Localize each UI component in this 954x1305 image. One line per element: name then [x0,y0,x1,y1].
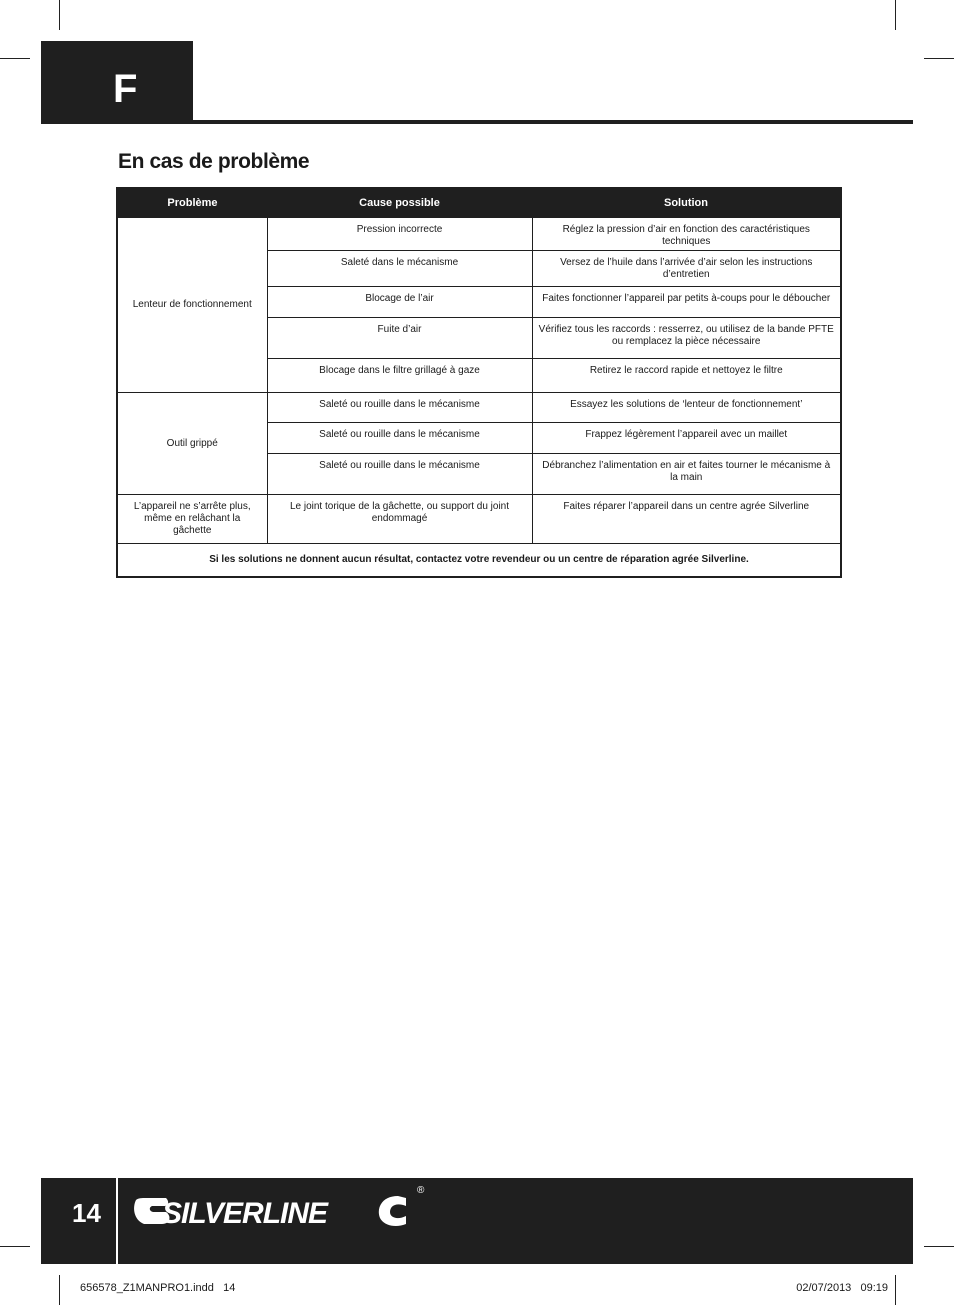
cause-cell: Fuite d’air [267,318,532,359]
header-problem: Problème [117,188,267,218]
language-tab [41,41,193,123]
svg-text:SILVERLINE: SILVERLINE [162,1197,328,1230]
crop-mark [895,0,896,30]
problem-cell: Lenteur de fonctionnement [117,218,267,393]
header-rule [41,120,913,124]
silverline-logo [130,1186,430,1236]
solution-cell: Versez de l’huile dans l’arrivée d’air selon les instructions d’entretien [532,251,841,287]
crop-mark [0,58,30,59]
registered-mark: ® [417,1185,425,1196]
cause-cell: Blocage de l’air [267,287,532,318]
crop-mark [0,1246,30,1247]
cause-cell: Saleté ou rouille dans le mécanisme [267,393,532,423]
cause-cell: Saleté dans le mécanisme [267,251,532,287]
cause-cell: Saleté ou rouille dans le mécanisme [267,454,532,495]
cause-cell: Le joint torique de la gâchette, ou support du joint endommagé [267,495,532,544]
solution-cell: Vérifiez tous les raccords : resserrez, ou utilisez de la bande PFTE ou remplacez la pièce nécessaire [532,318,841,359]
table-row [117,495,841,544]
footer-divider [116,1178,118,1264]
table-header-row [117,188,841,218]
problem-cell: Outil grippé [117,393,267,495]
file-slug: 656578_Z1MANPRO1.indd 14 [80,1282,236,1294]
table-row [117,393,841,423]
solution-cell: Débranchez l’alimentation en air et faites tourner le mécanisme à la main [532,454,841,495]
problem-cell: L’appareil ne s’arrête plus, même en relâchant la gâchette [117,495,267,544]
cause-cell: Blocage dans le filtre grillagé à gaze [267,359,532,393]
section-title: En cas de problème [118,150,310,173]
solution-cell: Retirez le raccord rapide et nettoyez le filtre [532,359,841,393]
footer-note: Si les solutions ne donnent aucun résultat, contactez votre revendeur ou un centre de réparation agrée Silverline. [117,544,841,577]
cause-cell: Saleté ou rouille dans le mécanisme [267,423,532,454]
solution-cell: Réglez la pression d’air en fonction des caractéristiques techniques [532,218,841,251]
header-solution: Solution [532,188,841,218]
solution-cell: Faites fonctionner l’appareil par petits à-coups pour le déboucher [532,287,841,318]
troubleshooting-table [116,187,842,578]
language-tab-label: F [113,67,138,111]
crop-mark [59,1275,60,1305]
solution-cell: Faites réparer l’appareil dans un centre agrée Silverline [532,495,841,544]
crop-mark [924,1246,954,1247]
header-cause: Cause possible [267,188,532,218]
crop-mark [59,0,60,30]
crop-mark [895,1275,896,1305]
cause-cell: Pression incorrecte [267,218,532,251]
table-footer-row [117,544,841,577]
crop-mark [924,58,954,59]
table-row [117,218,841,251]
date-slug: 02/07/2013 09:19 [796,1282,888,1294]
page-number: 14 [72,1198,101,1228]
solution-cell: Frappez légèrement l’appareil avec un maillet [532,423,841,454]
solution-cell: Essayez les solutions de ‘lenteur de fonctionnement’ [532,393,841,423]
